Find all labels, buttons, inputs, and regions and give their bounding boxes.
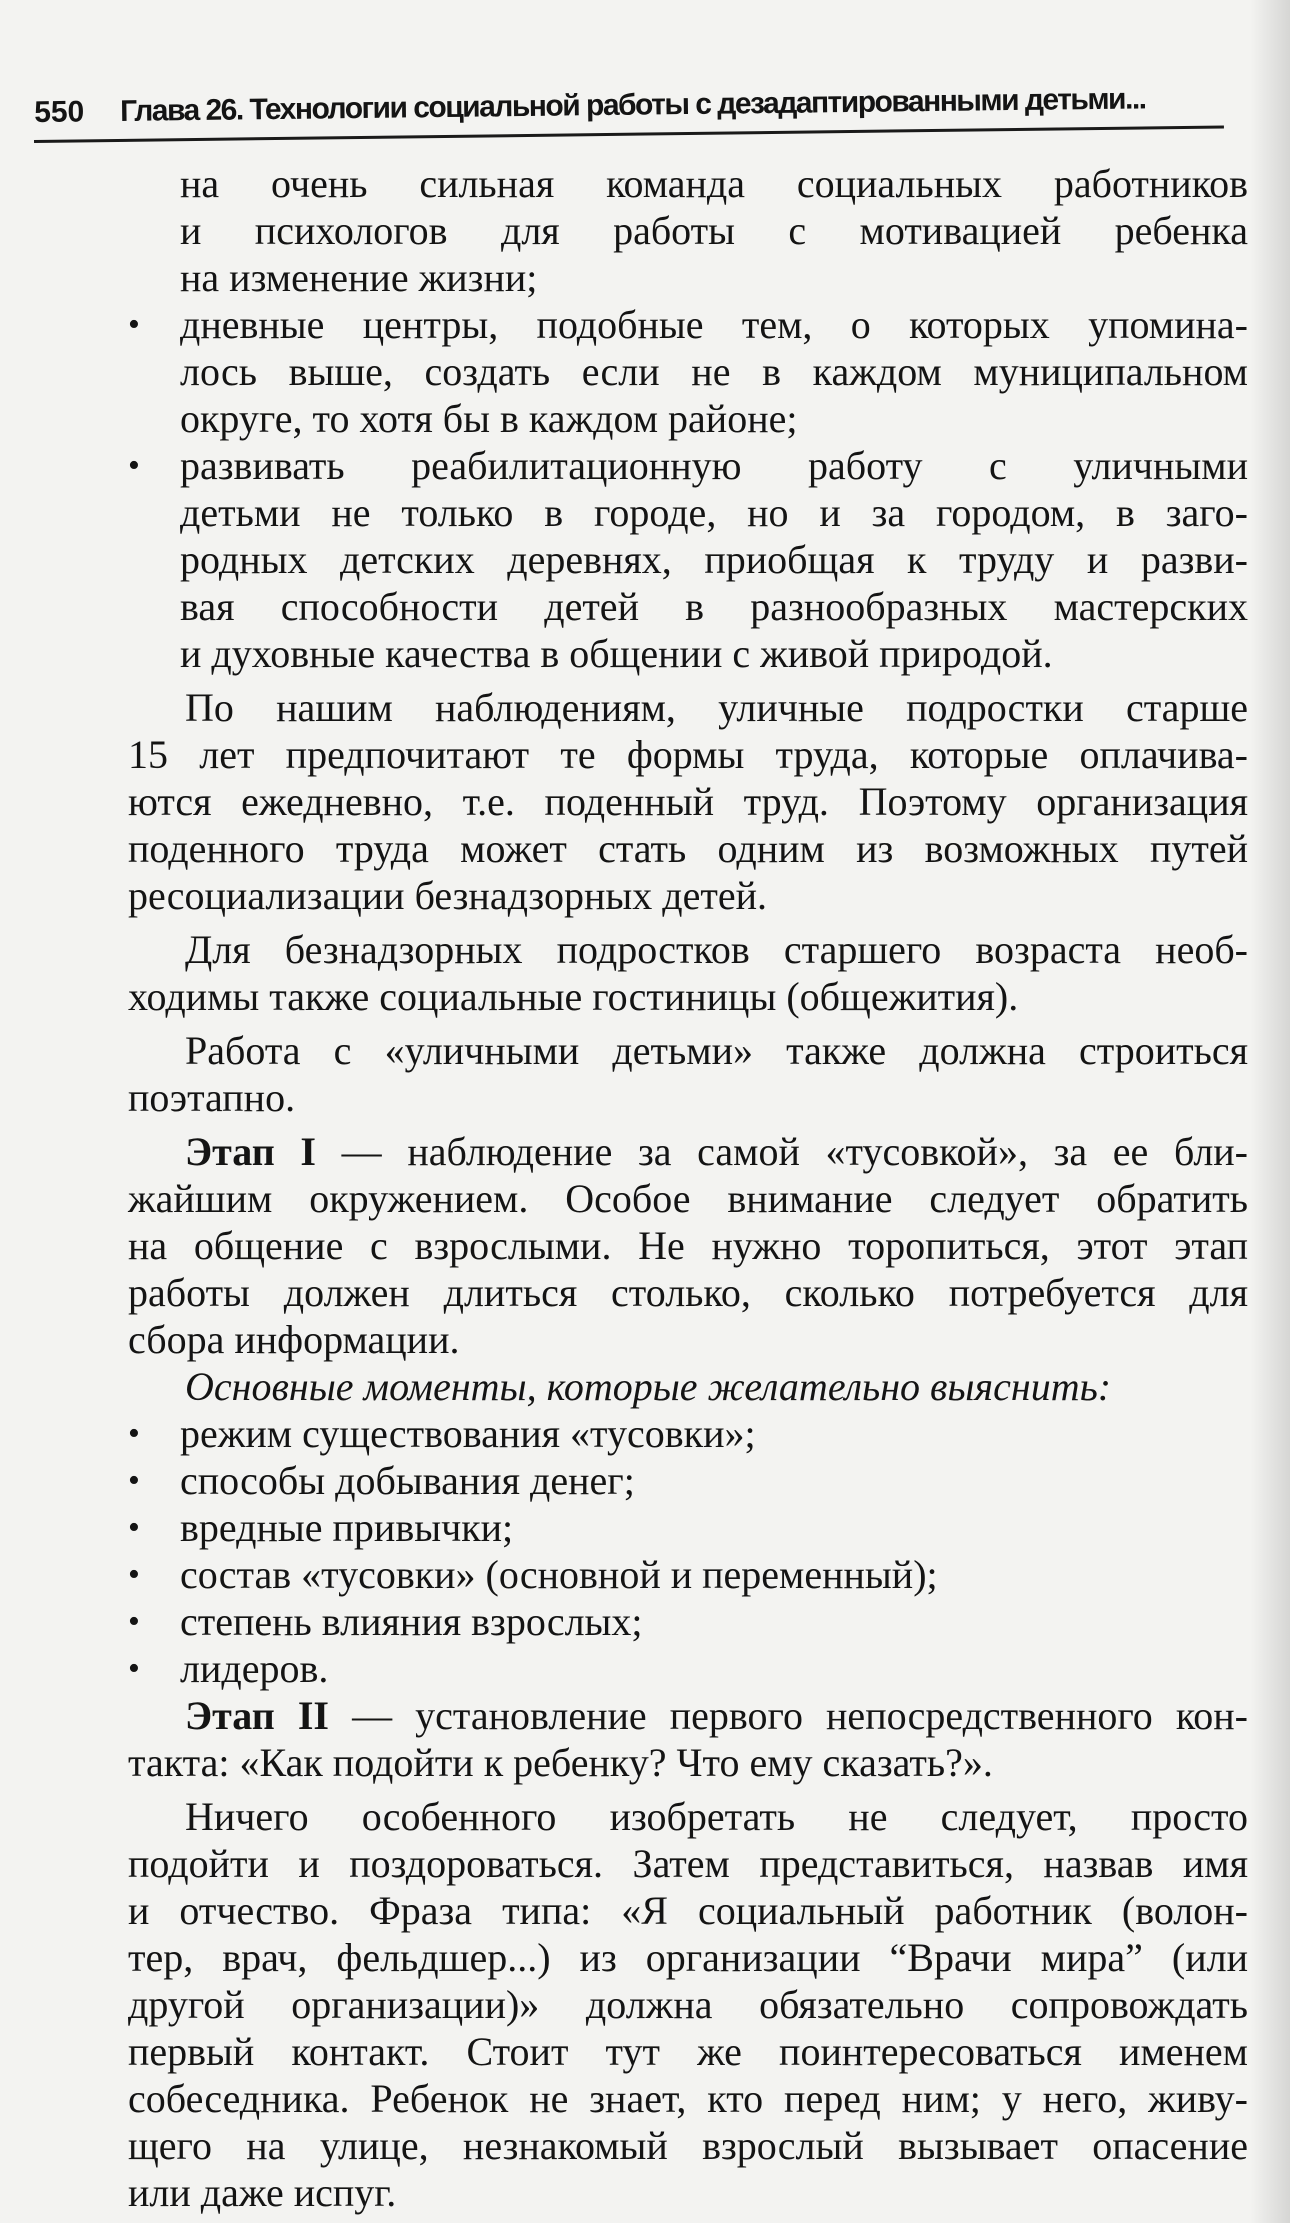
bullet-list-item-line bbox=[128, 1504, 1248, 1551]
line-text: щего на улице, незнакомый взрослый вызывает опасение bbox=[128, 2123, 1248, 2168]
line-text: собеседника. Ребенок не знает, кто перед ним; у него, живу- bbox=[128, 2076, 1248, 2121]
bullet-icon: • bbox=[128, 1556, 140, 1593]
bullet-icon: • bbox=[128, 1462, 140, 1499]
line-text: на изменение жизни; bbox=[180, 255, 538, 300]
text-line bbox=[180, 254, 1248, 301]
bullet-icon: • bbox=[128, 447, 140, 484]
italic-subheading: Основные моменты, которые желательно выяснить: bbox=[185, 1364, 1112, 1409]
stage-label: Этап I bbox=[185, 1129, 317, 1174]
line-text: вая способности детей в разнообразных мастерских bbox=[180, 584, 1248, 629]
bullet-list-item-line bbox=[128, 1598, 1248, 1645]
text-line bbox=[180, 348, 1248, 395]
text-line bbox=[180, 207, 1248, 254]
bullet-list-item-line bbox=[128, 1457, 1248, 1504]
line-text: ются ежедневно, т.е. поденный труд. Поэтому организация bbox=[128, 779, 1248, 824]
line-text: или даже испуг. bbox=[128, 2170, 397, 2215]
text-line bbox=[128, 1887, 1248, 1934]
line-text: вредные привычки; bbox=[180, 1505, 514, 1550]
line-text: Для безнадзорных подростков старшего возраста необ- bbox=[185, 927, 1248, 972]
line-text: и психологов для работы с мотивацией ребенка bbox=[180, 208, 1248, 253]
line-text: По нашим наблюдениям, уличные подростки старше bbox=[185, 685, 1248, 730]
line-text: детьми не только в городе, но и за городом, в заго- bbox=[180, 490, 1248, 535]
text-line bbox=[128, 1840, 1248, 1887]
line-text: режим существования «тусовки»; bbox=[180, 1411, 756, 1456]
bullet-list-item-line bbox=[128, 1551, 1248, 1598]
line-text: поэтапно. bbox=[128, 1075, 296, 1120]
line-text: Работа с «уличными детьми» также должна строиться bbox=[185, 1028, 1248, 1073]
bullet-list-item-line bbox=[128, 1410, 1248, 1457]
line-text: лось выше, создать если не в каждом муниципальном bbox=[180, 349, 1248, 394]
page-number: 550 bbox=[34, 95, 85, 129]
line-text: степень влияния взрослых; bbox=[180, 1599, 643, 1644]
bullet-list-item-line bbox=[128, 301, 1248, 348]
line-text: и духовные качества в общении с живой природой. bbox=[180, 631, 1053, 676]
bullet-icon: • bbox=[128, 306, 140, 343]
text-line bbox=[180, 536, 1248, 583]
text-line bbox=[180, 395, 1248, 442]
line-text: — установление первого непосредственного кон- bbox=[329, 1693, 1248, 1738]
line-text: подойти и поздороваться. Затем представиться, назвав имя bbox=[128, 1841, 1248, 1886]
text-line bbox=[128, 2075, 1248, 2122]
line-text: лидеров. bbox=[180, 1646, 329, 1691]
line-text: первый контакт. Стоит тут же поинтересоваться именем bbox=[128, 2029, 1248, 2074]
line-text: — наблюдение за самой «тусовкой», за ее бли- bbox=[316, 1129, 1249, 1174]
text-line bbox=[180, 630, 1248, 677]
text-line bbox=[128, 926, 1248, 973]
line-text: ресоциализации безнадзорных детей. bbox=[128, 873, 768, 918]
text-line bbox=[128, 2028, 1248, 2075]
line-text: дневные центры, подобные тем, о которых упомина- bbox=[180, 302, 1248, 347]
line-text: 15 лет предпочитают те формы труда, которые оплачива- bbox=[128, 732, 1248, 777]
text-line bbox=[128, 731, 1248, 778]
line-text: родных детских деревнях, приобщая к труду и разви- bbox=[180, 537, 1248, 582]
text-line bbox=[128, 1128, 1248, 1175]
line-text: на очень сильная команда социальных работников bbox=[180, 161, 1248, 206]
running-header bbox=[34, 81, 1224, 140]
stage-label: Этап II bbox=[185, 1693, 329, 1738]
line-text: развивать реабилитационную работу с уличными bbox=[180, 443, 1248, 488]
line-text: такта: «Как подойти к ребенку? Что ему сказать?». bbox=[128, 1740, 993, 1785]
line-text: способы добывания денег; bbox=[180, 1458, 635, 1503]
text-line bbox=[128, 1027, 1248, 1074]
line-text: работы должен длиться столько, сколько потребуется для bbox=[128, 1270, 1248, 1315]
text-line bbox=[128, 2169, 1248, 2216]
running-title: Глава 26. Технологии социальной работы с дезадаптированными детьми... bbox=[119, 82, 1146, 128]
text-line bbox=[128, 1739, 1248, 1786]
bullet-icon: • bbox=[128, 1603, 140, 1640]
line-text: тер, врач, фельдшер...) из организации “Врачи мира” (или bbox=[128, 1935, 1248, 1980]
text-line bbox=[128, 2122, 1248, 2169]
line-text: ходимы также социальные гостиницы (общежития). bbox=[128, 974, 1019, 1019]
text-line bbox=[128, 1074, 1248, 1121]
text-line bbox=[128, 1269, 1248, 1316]
text-line bbox=[128, 1793, 1248, 1840]
text-line bbox=[128, 872, 1248, 919]
bullet-icon: • bbox=[128, 1415, 140, 1452]
text-line bbox=[128, 1222, 1248, 1269]
line-text: состав «тусовки» (основной и переменный); bbox=[180, 1552, 938, 1597]
line-text: сбора информации. bbox=[128, 1317, 460, 1362]
line-text: жайшим окружением. Особое внимание следует обратить bbox=[128, 1176, 1248, 1221]
text-line bbox=[128, 684, 1248, 731]
text-line bbox=[128, 973, 1248, 1020]
text-line bbox=[128, 1934, 1248, 1981]
text-line bbox=[128, 1363, 1248, 1410]
text-line bbox=[180, 489, 1248, 536]
line-text: другой организации)» должна обязательно сопровождать bbox=[128, 1982, 1248, 2027]
text-line bbox=[180, 583, 1248, 630]
line-text: и отчество. Фраза типа: «Я социальный работник (волон- bbox=[128, 1888, 1248, 1933]
line-text: округе, то хотя бы в каждом районе; bbox=[180, 396, 798, 441]
line-text: Ничего особенного изобретать не следует, просто bbox=[185, 1794, 1248, 1839]
line-text: поденного труда может стать одним из возможных путей bbox=[128, 826, 1248, 871]
text-line bbox=[128, 825, 1248, 872]
bullet-list-item-line bbox=[128, 1645, 1248, 1692]
text-line bbox=[128, 1175, 1248, 1222]
page-edge-shadow bbox=[1250, 0, 1290, 2223]
bullet-icon: • bbox=[128, 1650, 140, 1687]
text-line bbox=[128, 1981, 1248, 2028]
line-text: на общение с взрослыми. Не нужно торопиться, этот этап bbox=[128, 1223, 1248, 1268]
text-line bbox=[128, 1316, 1248, 1363]
bullet-icon: • bbox=[128, 1509, 140, 1546]
page-body-text bbox=[128, 160, 1248, 2216]
text-line bbox=[128, 1692, 1248, 1739]
bullet-list-item-line bbox=[128, 442, 1248, 489]
text-line bbox=[180, 160, 1248, 207]
text-line bbox=[128, 778, 1248, 825]
